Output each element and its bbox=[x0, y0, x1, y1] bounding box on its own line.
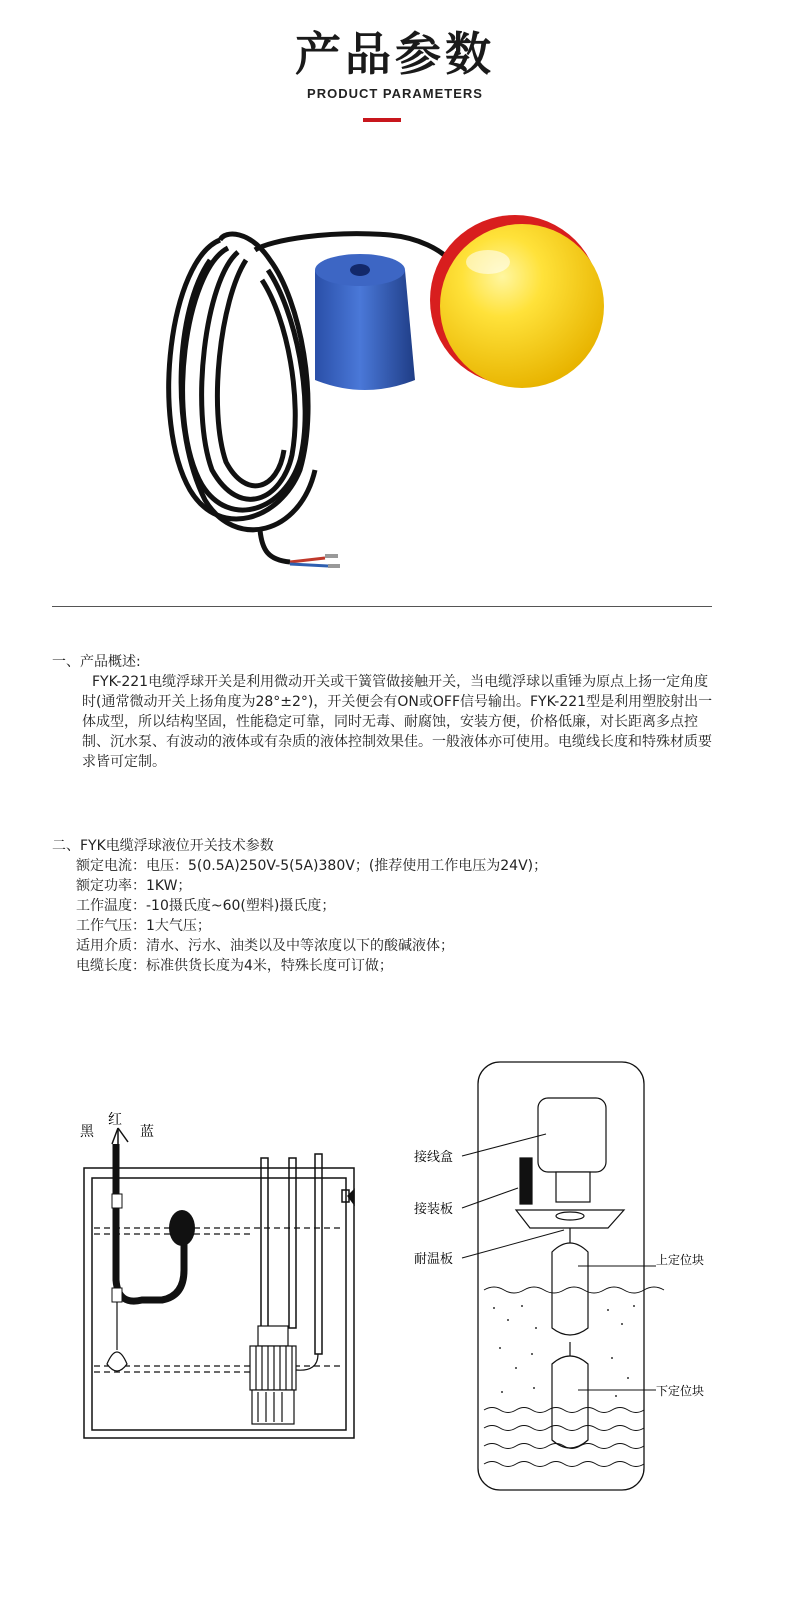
product-photo bbox=[150, 200, 620, 580]
tank-installation-diagram bbox=[72, 1110, 372, 1450]
overview-heading: 一、产品概述: bbox=[52, 654, 141, 670]
params-heading: 二、FYK电缆浮球液位开关技术参数 bbox=[52, 838, 274, 854]
spec-row: 工作温度：-10摄氏度~60(塑料)摄氏度； bbox=[76, 898, 336, 914]
label-heat-plate: 耐温板 bbox=[414, 1252, 454, 1267]
well-installation-diagram bbox=[412, 1058, 732, 1498]
label-mount-plate: 接装板 bbox=[414, 1202, 454, 1217]
product-overview-section bbox=[52, 652, 714, 772]
title-accent-bar bbox=[363, 118, 401, 122]
float-ball bbox=[430, 215, 604, 388]
page-title: 产品参数 bbox=[295, 27, 495, 81]
pump bbox=[250, 1326, 318, 1424]
spec-row: 工作气压：1大气压； bbox=[76, 918, 211, 934]
spec-row: 额定功率：1KW； bbox=[76, 878, 192, 894]
spec-row: 电缆长度：标准供货长度为4米，特殊长度可订做； bbox=[76, 958, 393, 974]
label-lower-block: 下定位块 bbox=[656, 1384, 705, 1398]
cable-coil bbox=[169, 234, 450, 562]
label-blue: 蓝 bbox=[140, 1124, 154, 1140]
tech-params-section bbox=[52, 836, 714, 976]
section-divider bbox=[52, 606, 712, 607]
label-red: 红 bbox=[108, 1112, 122, 1128]
label-upper-block: 上定位块 bbox=[656, 1253, 705, 1267]
spec-row: 额定电流：电压：5(0.5A)250V-5(5A)380V；(推荐使用工作电压为24V)； bbox=[76, 858, 548, 874]
cable-wire-ends bbox=[290, 556, 340, 566]
blue-weight bbox=[315, 254, 415, 390]
label-black: 黑 bbox=[80, 1124, 94, 1140]
page-subtitle: PRODUCT PARAMETERS bbox=[307, 86, 483, 101]
spec-row: 适用介质：清水、污水、油类以及中等浓度以下的酸碱液体； bbox=[76, 938, 454, 954]
label-junction-box: 接线盒 bbox=[414, 1150, 454, 1165]
overview-body: FYK-221电缆浮球开关是利用微动开关或干簧管做接触开关，当电缆浮球以重锤为原点上扬一定角度时(通常微动开关上扬角度为28°±2°)，开关便会有ON或OFF信号输出。FYK-221型是利用塑胶射出一体成型，所以结构坚固，性能稳定可靠，同时无毒、耐腐蚀，安装方便，价格低廉，对长距离多点控制、沉水泵、有波动的液体或有杂质的液体控制效果佳。一般液体亦可使用。电缆线长度和特殊材质要求皆可定制。 bbox=[82, 674, 713, 770]
